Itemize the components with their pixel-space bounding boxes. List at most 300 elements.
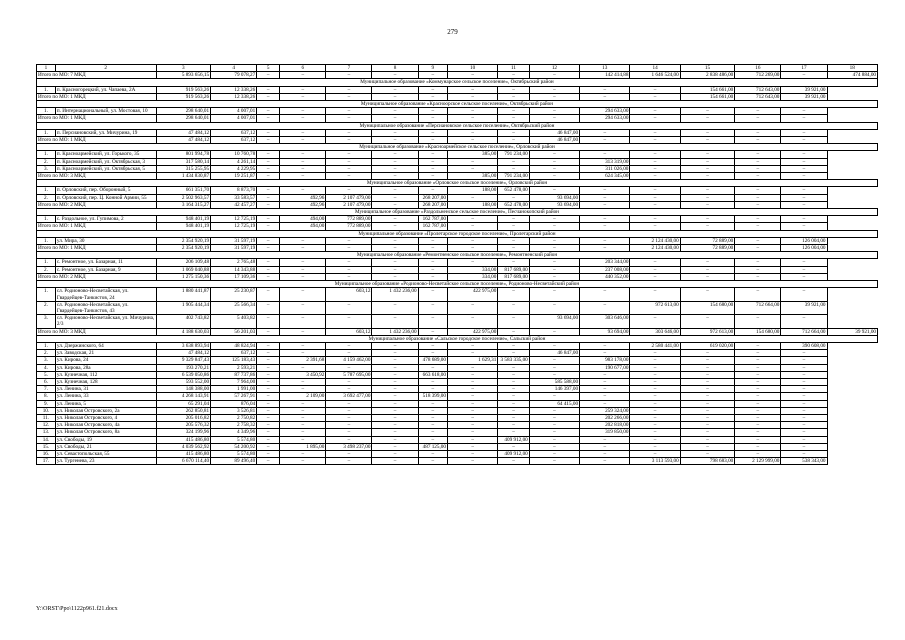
table-cell: – (280, 165, 326, 172)
table-cell: – (326, 386, 372, 393)
table-cell: п. Красногорецкий, ул. Чапаева, 2А (55, 86, 156, 93)
table-cell: – (326, 129, 372, 136)
table-cell: Итого по МО: 1 МКД (37, 115, 157, 122)
table-cell: 188,00 (447, 201, 497, 208)
table-cell: – (498, 400, 529, 407)
table-cell: – (529, 414, 579, 421)
table-cell: 7. (37, 386, 56, 393)
table-cell: – (280, 450, 326, 457)
table-cell: – (326, 115, 372, 122)
table-cell: 478 689,00 (418, 357, 447, 364)
table-cell: – (326, 93, 372, 100)
table-cell: – (529, 245, 579, 252)
table-row (37, 158, 878, 165)
table-cell: 31 597,19 (211, 245, 257, 252)
section-row (37, 79, 878, 86)
table-cell: – (280, 259, 326, 266)
table-cell: – (498, 315, 529, 328)
table-cell: ул. Кирова, 28а (55, 364, 156, 371)
table-cell: – (257, 407, 280, 414)
table-row (37, 350, 878, 357)
table-cell: 324 199,96 (156, 429, 211, 436)
table-row (37, 237, 878, 244)
table-cell: – (680, 115, 735, 122)
table-cell: – (498, 378, 529, 385)
table-cell: 47 484,12 (156, 129, 211, 136)
table-cell: – (735, 443, 781, 450)
table-cell: – (257, 216, 280, 223)
table-cell: – (630, 357, 680, 364)
table-cell: – (326, 86, 372, 93)
table-cell: – (781, 158, 827, 165)
table-cell: 54 200,92 (211, 443, 257, 450)
table-cell: – (580, 378, 630, 385)
table-cell: – (735, 429, 781, 436)
table-cell: – (418, 72, 447, 79)
table-cell: – (447, 350, 497, 357)
table-cell: – (680, 158, 735, 165)
table-cell: 319 850,00 (580, 429, 630, 436)
table-cell: 2. (37, 194, 56, 201)
table-cell: – (781, 443, 827, 450)
table-cell: 712 664,00 (735, 301, 781, 314)
table-cell: – (680, 165, 735, 172)
table-cell: – (418, 422, 447, 429)
table-cell: – (257, 350, 280, 357)
table-cell: 146 397,00 (529, 386, 579, 393)
table-cell: – (280, 436, 326, 443)
total-row (37, 201, 878, 208)
table-cell: 5 787 695,00 (326, 371, 372, 378)
table-cell: – (280, 86, 326, 93)
table-cell: – (447, 422, 497, 429)
table-cell: 4 349,96 (211, 429, 257, 436)
table-cell: – (326, 259, 372, 266)
table-cell: – (735, 194, 781, 201)
table-cell: 712 643,00 (735, 93, 781, 100)
table-cell: 203 344,00 (580, 259, 630, 266)
table-cell: – (735, 216, 781, 223)
table-cell: 919 563,26 (156, 93, 211, 100)
table-cell: 33 583,57 (211, 194, 257, 201)
table-cell: сл. Родионово-Несветайская, ул. Гвардейцев-Танкистов, 24 (55, 288, 156, 301)
table-cell: – (257, 386, 280, 393)
table-cell: – (529, 173, 579, 180)
table-cell: 2 391,68 (280, 357, 326, 364)
table-cell: 93 694,00 (529, 315, 579, 328)
table-cell: 2 124 430,00 (630, 237, 680, 244)
table-cell: ул. Дзержинского, 64 (55, 342, 156, 349)
table-cell: ул. Мира, 30 (55, 237, 156, 244)
table-cell: 2 765,48 (211, 259, 257, 266)
table-cell: – (372, 350, 418, 357)
table-cell: с. Ремонтное, ул. Базарная, 11 (55, 259, 156, 266)
total-row (37, 223, 878, 230)
table-cell: 39 921,00 (781, 93, 827, 100)
table-cell: – (372, 72, 418, 79)
table-cell: 126 004,00 (781, 237, 827, 244)
table-cell: 415 486,80 (156, 436, 211, 443)
table-cell: 12 725,19 (211, 223, 257, 230)
table-cell: 1. (37, 151, 56, 158)
table-cell: 2 107 479,00 (326, 201, 372, 208)
table-cell: – (447, 407, 497, 414)
table-cell: – (280, 407, 326, 414)
table-cell: – (680, 386, 735, 393)
table-cell: 6 539 050,86 (156, 371, 211, 378)
table-cell: – (630, 93, 680, 100)
table-cell: – (326, 301, 372, 314)
table-cell: – (781, 429, 827, 436)
table-row (37, 436, 878, 443)
table-cell: 3 (156, 65, 211, 72)
table-cell: – (630, 108, 680, 115)
table-cell: 1. (37, 342, 56, 349)
table-cell: – (372, 165, 418, 172)
table-cell: 772 889,00 (326, 223, 372, 230)
table-cell: – (630, 273, 680, 280)
total-row (37, 173, 878, 180)
table-cell: 9 329 847,43 (156, 357, 211, 364)
table-cell: – (372, 393, 418, 400)
table-cell: – (630, 151, 680, 158)
table-cell: – (257, 328, 280, 335)
table-cell: 57 267,91 (211, 393, 257, 400)
table-cell: – (280, 386, 326, 393)
table-cell: – (735, 450, 781, 457)
table-body (37, 65, 878, 465)
table-cell: п. Красноармейский, ул. Октябрьская, 3 (55, 158, 156, 165)
table-cell: – (680, 273, 735, 280)
table-cell: – (630, 350, 680, 357)
table-cell: – (372, 342, 418, 349)
table-cell: 972 613,00 (630, 301, 680, 314)
table-cell: 334,00 (447, 266, 497, 273)
table-cell: – (529, 72, 579, 79)
table-cell: п. Орловский, пер. Оборонный, 5 (55, 187, 156, 194)
table-cell: 772 889,00 (326, 216, 372, 223)
table-cell: 1 646 524,00 (630, 72, 680, 79)
table-cell: – (418, 400, 447, 407)
table-cell: – (630, 266, 680, 273)
table-cell: – (447, 400, 497, 407)
table-cell: 8 873,70 (211, 187, 257, 194)
table-cell: – (580, 393, 630, 400)
table-cell: – (257, 429, 280, 436)
table-cell: – (580, 458, 630, 465)
table-row (37, 315, 878, 328)
table-cell: – (447, 364, 497, 371)
table-cell: 4. (37, 364, 56, 371)
table-cell: – (372, 364, 418, 371)
table-cell: сл. Родионово-Несветайская, ул. Гвардейцев-Танкистов, 43 (55, 301, 156, 314)
table-cell: – (418, 93, 447, 100)
table-cell: 1 432 236,00 (372, 328, 418, 335)
table-cell: – (735, 378, 781, 385)
table-cell: – (418, 137, 447, 144)
table-cell: – (418, 165, 447, 172)
table-cell: 5 (257, 65, 280, 72)
table-cell: 1 895,00 (280, 443, 326, 450)
table-cell: 2 107 479,00 (326, 194, 372, 201)
table-cell: – (418, 301, 447, 314)
table-cell: ул. Севастопольская, 55 (55, 450, 156, 457)
table-row (37, 378, 878, 385)
table-cell: 3 450,92 (280, 371, 326, 378)
table-cell: – (529, 151, 579, 158)
table-cell: – (781, 151, 827, 158)
table-cell: 2. (37, 266, 56, 273)
table-cell: – (326, 450, 372, 457)
table-cell: – (529, 223, 579, 230)
table-cell: 12 338,26 (211, 86, 257, 93)
table-cell: – (418, 158, 447, 165)
table-row (37, 458, 878, 465)
table-cell: – (781, 393, 827, 400)
table-cell: – (781, 436, 827, 443)
table-cell: – (418, 414, 447, 421)
table-cell: – (498, 364, 529, 371)
table-row (37, 422, 878, 429)
table-cell: 663 618,00 (418, 371, 447, 378)
table-cell: – (372, 93, 418, 100)
table-cell: – (630, 422, 680, 429)
table-cell: п. Красноармейский, ул. Октябрьская, 5 (55, 165, 156, 172)
table-cell: – (418, 315, 447, 328)
table-cell: 10. (37, 407, 56, 414)
table-cell: 31 597,19 (211, 237, 257, 244)
table-cell: – (680, 436, 735, 443)
table-cell: 237 008,00 (580, 266, 630, 273)
table-cell: – (447, 115, 497, 122)
table-cell: 39 921,00 (827, 328, 878, 335)
table-cell: – (680, 194, 735, 201)
table-cell: 46 847,00 (529, 129, 579, 136)
table-cell: – (418, 151, 447, 158)
table-cell: 409 912,00 (498, 436, 529, 443)
table-cell: 1 434 830,87 (156, 173, 211, 180)
table-cell: 303 646,00 (630, 328, 680, 335)
table-cell: – (735, 129, 781, 136)
table-cell: 65 291,04 (156, 400, 211, 407)
table-cell: – (781, 422, 827, 429)
table-cell: – (680, 364, 735, 371)
table-cell: – (257, 259, 280, 266)
table-row (37, 450, 878, 457)
table-cell: 1. (37, 187, 56, 194)
table-cell: – (781, 371, 827, 378)
table-cell: – (498, 443, 529, 450)
table-cell: – (680, 137, 735, 144)
register-table (36, 64, 878, 465)
table-cell: – (418, 378, 447, 385)
table-cell: – (372, 86, 418, 93)
table-cell: ул. Николая Островского, 4а (55, 422, 156, 429)
table-cell: 303 646,00 (580, 315, 630, 328)
table-cell: – (372, 429, 418, 436)
table-cell: – (372, 201, 418, 208)
table-cell: – (580, 237, 630, 244)
table-cell: 148 388,00 (156, 386, 211, 393)
table-cell: – (498, 223, 529, 230)
table-cell: 193 270,21 (156, 364, 211, 371)
table-cell: – (257, 288, 280, 301)
table-cell: – (447, 223, 497, 230)
table-cell: – (418, 450, 447, 457)
table-cell: Муниципальное образование «Персиановское сельское поселение», Октябрьский район (37, 122, 878, 129)
table-cell: – (781, 288, 827, 301)
table-cell: – (735, 342, 781, 349)
table-cell: 2 109,00 (280, 393, 326, 400)
table-cell: – (257, 414, 280, 421)
table-cell: – (326, 245, 372, 252)
table-cell: – (326, 429, 372, 436)
table-cell: – (498, 72, 529, 79)
table-cell: – (781, 165, 827, 172)
table-cell: – (735, 422, 781, 429)
table-cell: – (735, 223, 781, 230)
table-cell: 2. (37, 158, 56, 165)
table-cell: – (735, 187, 781, 194)
table-cell: Муниципальное образование «Ремонтненское сельское поселение», Ремонтненский район (37, 252, 878, 259)
table-cell: 154 680,00 (735, 328, 781, 335)
table-cell: – (529, 259, 579, 266)
table-cell: – (529, 288, 579, 301)
table-cell: – (418, 86, 447, 93)
table-cell: – (326, 342, 372, 349)
table-cell: – (529, 393, 579, 400)
table-cell: – (529, 301, 579, 314)
table-cell: – (630, 194, 680, 201)
table-cell: – (735, 386, 781, 393)
table-cell: Итого по МО: 2 МКД (37, 273, 157, 280)
table-cell: 2 354 920,19 (156, 237, 211, 244)
table-cell: – (680, 378, 735, 385)
table-cell: – (498, 216, 529, 223)
table-cell: – (257, 173, 280, 180)
table-cell: – (735, 151, 781, 158)
table-cell: – (326, 273, 372, 280)
table-cell: – (372, 115, 418, 122)
table-cell: – (418, 407, 447, 414)
table-cell: – (280, 108, 326, 115)
table-cell: – (680, 173, 735, 180)
table-cell: 202 818,00 (580, 422, 630, 429)
table-cell: – (418, 288, 447, 301)
table-cell: – (280, 72, 326, 79)
table-cell: – (529, 273, 579, 280)
table-row (37, 216, 878, 223)
table-cell: – (781, 173, 827, 180)
table-cell: – (280, 350, 326, 357)
table-cell: – (735, 201, 781, 208)
table-cell: – (372, 414, 418, 421)
table-cell: – (372, 400, 418, 407)
table-cell: ул. Заводская, 21 (55, 350, 156, 357)
table-cell: – (257, 273, 280, 280)
table-cell: – (447, 194, 497, 201)
table-cell: – (630, 371, 680, 378)
table-cell: 3 526,81 (211, 407, 257, 414)
table-cell: – (529, 436, 579, 443)
table-cell: – (326, 458, 372, 465)
table-cell: 19 251,87 (211, 173, 257, 180)
table-cell: – (529, 422, 579, 429)
table-cell: – (529, 237, 579, 244)
table-cell: – (498, 245, 529, 252)
section-row (37, 252, 878, 259)
table-cell: – (680, 315, 735, 328)
table-cell: – (447, 429, 497, 436)
table-cell: 162 787,00 (418, 223, 447, 230)
table-row (37, 194, 878, 201)
table-cell: – (630, 259, 680, 266)
section-row (37, 209, 878, 216)
table-cell: – (257, 201, 280, 208)
table-cell: – (781, 273, 827, 280)
table-cell: 11 (498, 65, 529, 72)
table-cell: 315 255,95 (156, 165, 211, 172)
table-cell: – (529, 443, 579, 450)
table-cell: – (372, 259, 418, 266)
table-cell: 298 640,01 (156, 108, 211, 115)
table-cell: – (580, 216, 630, 223)
table-cell: 440 352,00 (580, 273, 630, 280)
table-cell: ул. Тургенева, 23 (55, 458, 156, 465)
table-cell: 603,12 (326, 288, 372, 301)
table-cell: 2 502 963,57 (156, 194, 211, 201)
table-cell: – (418, 187, 447, 194)
table-cell: – (280, 342, 326, 349)
table-cell: – (326, 187, 372, 194)
table-cell: – (781, 386, 827, 393)
table-cell: – (529, 115, 579, 122)
table-cell: 93 694,00 (529, 194, 579, 201)
table-cell: 1 432 236,00 (372, 288, 418, 301)
table-cell: – (418, 436, 447, 443)
table-cell: – (372, 108, 418, 115)
table-cell: – (280, 237, 326, 244)
table-cell: – (280, 400, 326, 407)
table-cell: – (257, 86, 280, 93)
table-row (37, 288, 878, 301)
table-cell: – (498, 350, 529, 357)
table-cell: – (630, 288, 680, 301)
table-cell: – (735, 393, 781, 400)
table-cell: – (257, 129, 280, 136)
table-cell: 262 850,81 (156, 407, 211, 414)
table-cell: – (630, 223, 680, 230)
table-cell: Итого по МО: 1 МКД (37, 245, 157, 252)
table-cell: – (280, 266, 326, 273)
table-cell: – (498, 342, 529, 349)
table-cell: 5 893 656,15 (156, 72, 211, 79)
table-cell: – (447, 414, 497, 421)
table-cell: п. Орловский, пер. Ц. Конной Армии, 55 (55, 194, 156, 201)
table-cell: – (498, 458, 529, 465)
table-cell: – (257, 266, 280, 273)
table-cell: 56 201,03 (211, 328, 257, 335)
table-cell: 4 159 462,00 (326, 357, 372, 364)
table-cell: – (781, 194, 827, 201)
table-cell: – (280, 429, 326, 436)
table-cell: – (280, 422, 326, 429)
table-cell: Итого по МО: 1 МКД (37, 223, 157, 230)
table-row (37, 165, 878, 172)
table-cell: 268 207,00 (418, 201, 447, 208)
table-cell: 1. (37, 129, 56, 136)
table-cell: – (580, 288, 630, 301)
